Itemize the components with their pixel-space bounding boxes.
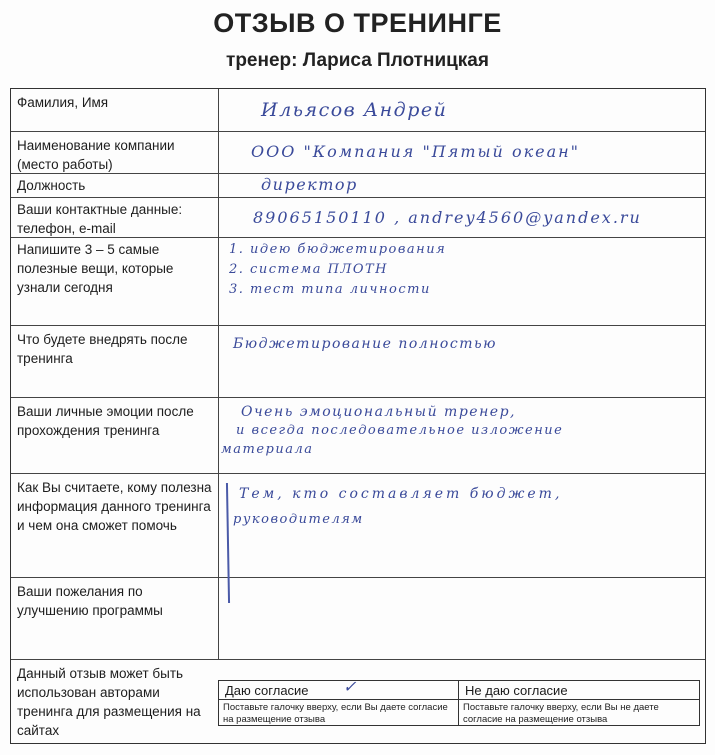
row-contacts xyxy=(11,197,705,237)
consent-agree[interactable] xyxy=(219,677,459,725)
row-position xyxy=(11,173,705,197)
answer-implement: Бюджетирование полностью xyxy=(233,336,497,352)
column-divider xyxy=(218,89,219,131)
label-name: Фамилия, Имя xyxy=(17,95,109,110)
check-mark: ✓ xyxy=(343,677,357,696)
label-wishes: Ваши пожелания по улучшению программы xyxy=(17,584,163,618)
label-position: Должность xyxy=(17,178,86,193)
answer-emotions-3: материала xyxy=(221,442,314,457)
row-useful xyxy=(11,237,705,325)
column-divider xyxy=(218,398,219,473)
answer-benefit-2: руководителям xyxy=(233,512,364,527)
answer-useful-1: 1. идею бюджетирования xyxy=(229,242,447,257)
row-consent xyxy=(11,659,705,743)
review-table xyxy=(10,88,706,744)
label-contacts: Ваши контактные данные: телефон, e-mail xyxy=(17,202,183,236)
answer-emotions-1: Очень эмоциональный тренер, xyxy=(241,404,516,420)
page-title: ОТЗЫВ О ТРЕНИНГЕ xyxy=(213,8,502,38)
answer-benefit-1: Тем, кто составляет бюджет, xyxy=(239,486,563,502)
label-implement: Что будете внедрять после тренинга xyxy=(17,332,188,366)
column-divider xyxy=(218,474,219,577)
column-divider xyxy=(218,132,219,173)
label-company: Наименование компании (место работы) xyxy=(17,138,175,172)
column-divider xyxy=(218,326,219,397)
answer-company: ООО "Компания "Пятый океан" xyxy=(251,142,581,161)
consent-disagree[interactable] xyxy=(459,681,699,725)
row-wishes xyxy=(11,577,705,659)
column-divider xyxy=(218,174,219,197)
answer-useful-2: 2. система ПЛОТН xyxy=(229,262,389,277)
consent-options xyxy=(218,677,700,726)
consent-agree-note: Поставьте галочку вверху, если Вы даете согласие на размещение отзыва xyxy=(223,702,448,725)
row-emotions xyxy=(11,397,705,473)
label-emotions: Ваши личные эмоции после прохождения тренинга xyxy=(17,404,194,438)
answer-contacts: 89065150110 , andrey4560@yandex.ru xyxy=(253,208,642,227)
trainer-subtitle: тренер: Лариса Плотницкая xyxy=(226,50,489,71)
answer-position: директор xyxy=(261,175,358,194)
answer-name: Ильясов Андрей xyxy=(261,99,448,121)
column-divider xyxy=(218,578,219,659)
row-benefit xyxy=(11,473,705,577)
row-name xyxy=(11,89,705,131)
label-consent: Данный отзыв может быть использован авторами тренинга для размещения на сайтах xyxy=(17,666,201,738)
consent-disagree-label: Не даю согласие xyxy=(459,681,699,700)
column-divider xyxy=(218,238,219,325)
label-benefit: Как Вы считаете, кому полезна информация данного тренинга и чем она сможет помочь xyxy=(17,480,212,533)
row-company xyxy=(11,131,705,173)
consent-agree-label: Даю согласие xyxy=(219,681,458,700)
answer-emotions-2: и всегда последовательное изложение xyxy=(236,423,564,438)
column-divider xyxy=(218,198,219,237)
label-useful: Напишите 3 – 5 самые полезные вещи, которые узнали сегодня xyxy=(17,242,174,295)
consent-disagree-note: Поставьте галочку вверху, если Вы не даете согласие на размещение отзыва xyxy=(463,702,659,725)
answer-useful-3: 3. тест типа личности xyxy=(229,282,431,297)
row-implement xyxy=(11,325,705,397)
